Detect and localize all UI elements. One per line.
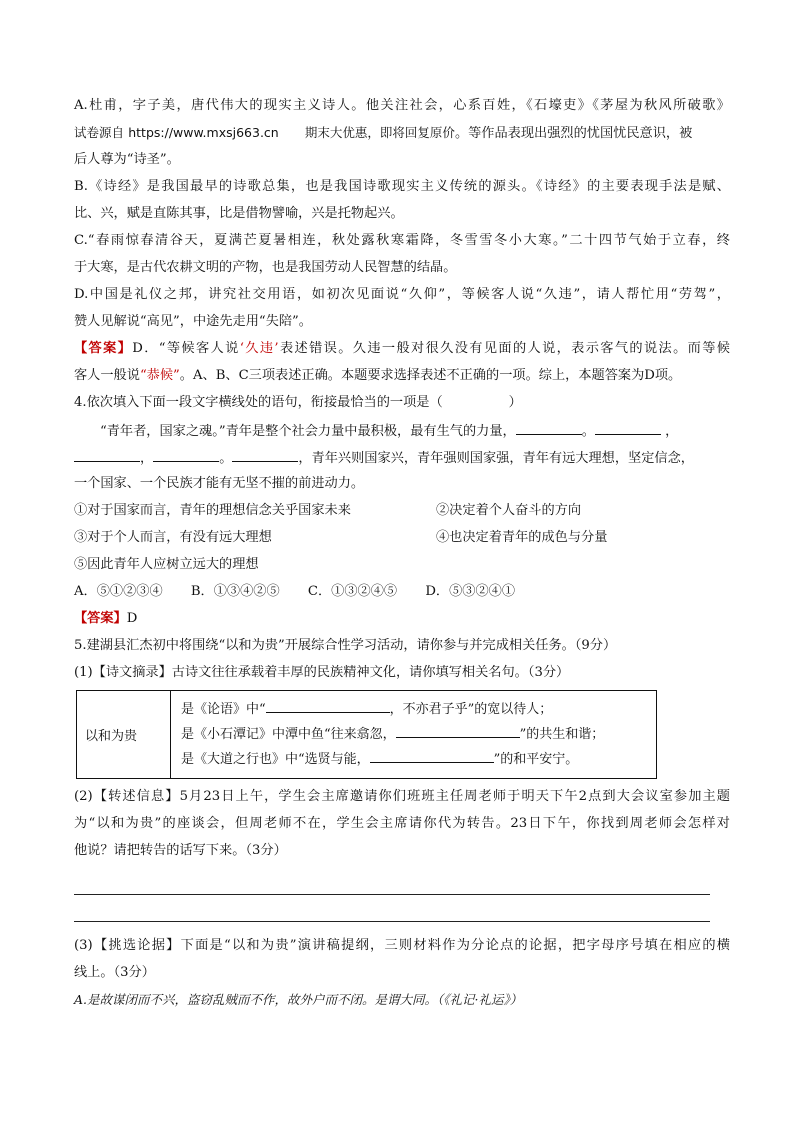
q4-sentence-2: ②决定着个人奋斗的方向: [436, 503, 582, 518]
q4-choice-c[interactable]: C．①③②④⑤: [307, 584, 398, 599]
q5-stem: 5.建湖县汇杰初中将围绕“以和为贵”开展综合性学习活动，请你参与并完成相关任务。（9分）: [74, 638, 617, 653]
watermark-url[interactable]: https://www.mxsj663.cn: [128, 125, 279, 140]
answer-tag: 【答案】: [74, 341, 133, 356]
fill-blank[interactable]: [516, 420, 582, 435]
q3-answer-line: [74, 366, 730, 385]
answer-text: D．“等候客人说: [132, 341, 240, 356]
answer-writing-line[interactable]: [74, 868, 710, 895]
option-d-line: D.中国是礼仪之邦，讲究社交用语，如初次见面说“久仰”，等候客人说“久违”，请人帮忙用“劳驾”，: [74, 287, 730, 302]
answer-text: D: [126, 611, 138, 626]
answer-highlight: “恭候”: [139, 368, 180, 383]
q4-stem: 4.依次填入下面一段文字横线处的语句，衔接最恰当的一项是（ ）: [74, 395, 522, 410]
answer-text: 客人一般说: [74, 368, 140, 383]
q5-sub2-line: (2)【转述信息】5月23日上午，学生会主席邀请你们班班主任周老师于明天下午2点到大会议室参加主题: [74, 789, 730, 804]
q4-options-row: [74, 528, 730, 547]
table-body: [171, 691, 657, 779]
poem-text: ”的和平安宁。: [493, 752, 579, 767]
q4-passage-text: 。: [581, 424, 595, 439]
poem-row: [181, 722, 646, 747]
fill-blank[interactable]: [595, 420, 661, 435]
q4-sentence-4: ④也决定着青年的成色与分量: [436, 530, 608, 545]
q4-sentence-5: ⑤因此青年人应树立远大的理想: [74, 557, 259, 572]
option-c-line: 于大寒，是古代农耕文明的产物，也是我国劳动人民智慧的结晶。: [74, 260, 457, 275]
q5-sub3-line: (3)【挑选论据】下面是“以和为贵”演讲稿提纲，三则材料作为分论点的论据，把字母序号填在相应的横: [74, 938, 730, 953]
q4-passage-text: 。: [219, 451, 233, 466]
table-heading: 以和为贵: [77, 691, 171, 779]
fill-blank[interactable]: [370, 748, 494, 763]
fill-blank[interactable]: [396, 723, 520, 738]
q4-choice-b[interactable]: B．①③④②⑤: [190, 584, 280, 599]
q4-passage-text: ，: [140, 451, 154, 466]
answer-text: 表述错误。久违一般对很久没有见面的人说，表示客气的说法。而等候: [278, 341, 730, 356]
q4-answer-line: [74, 609, 730, 628]
exam-page: [74, 96, 730, 1017]
answer-writing-line[interactable]: [74, 895, 710, 922]
q5-sub2-line: 他说？请把转告的话写下来。（3分）: [74, 843, 287, 858]
fill-blank[interactable]: [232, 447, 298, 462]
q5-sub2-line: 为“以和为贵”的座谈会，但周老师不在，学生会主席请你代为转告。23日下午，你找到周老师会怎样对: [74, 816, 730, 831]
q5-sub3-line: 线上。（3分）: [74, 965, 155, 980]
q4-passage-line: [74, 420, 730, 439]
poem-text: ，不亦君子乎”的宽以待人；: [389, 702, 553, 717]
q4-passage-line: [74, 447, 730, 466]
q4-sentence-1: ①对于国家而言，青年的理想信念关乎国家未来: [74, 503, 351, 518]
q4-choice-d[interactable]: D．⑤③②④①: [425, 584, 516, 599]
poem-text: 是《大道之行也》中“选贤与能，: [181, 752, 370, 767]
option-a-line-with-watermark: [74, 123, 730, 142]
option-c-line: C.“春雨惊春清谷天，夏满芒夏暑相连，秋处露秋寒霜降，冬雪雪冬小大寒。”二十四节气始于立春，终: [74, 233, 730, 248]
q4-passage-line: 一个国家、一个民族才能有无坚不摧的前进动力。: [74, 476, 365, 491]
option-a-text: 。等作品表现出强烈的忧国忧民意识，被: [454, 126, 693, 141]
watermark-source: 试卷源自: [74, 125, 125, 140]
poem-text: 是《论语》中“: [181, 702, 266, 717]
fill-blank[interactable]: [266, 698, 390, 713]
q4-choice-a[interactable]: A．⑤①②③④: [74, 584, 163, 599]
poem-text: ”的共生和谐；: [519, 727, 605, 742]
answer-text: 。A、B、C三项表述正确。本题要求选择表述不正确的一项。综上，本题答案为D项。: [179, 368, 682, 383]
option-a-line: A.杜甫，字子美，唐代伟大的现实主义诗人。他关注社会，心系百姓，《石壕吏》《茅屋为秋风所破歌》: [74, 98, 730, 113]
option-d-line: 赞人见解说“高见”，中途先走用“失陪”。: [74, 314, 312, 329]
option-b-line: 比、兴，赋是直陈其事，比是借物譬喻，兴是托物起兴。: [74, 206, 404, 221]
answer-tag: 【答案】: [74, 611, 127, 626]
q5-sub1: (1)【诗文摘录】古诗文往往承载着丰厚的民族精神文化，请你填写相关名句。（3分）: [74, 665, 570, 680]
q4-sentence-3: ③对于个人而言，有没有远大理想: [74, 530, 272, 545]
q4-passage-text: “青年者，国家之魂。”青年是整个社会力量中最积极，最有生气的力量，: [100, 424, 516, 439]
q5-material-a: A.是故谋闭而不兴，盗窃乱贼而不作，故外户而不闭。是谓大同。（《礼记·礼运》）: [74, 992, 523, 1007]
poem-row: [181, 697, 646, 722]
q3-answer-line: [74, 339, 730, 358]
option-a-line: 后人尊为“诗圣”。: [74, 152, 180, 167]
poem-text: 是《小石潭记》中潭中鱼“往来翕忽，: [181, 727, 396, 742]
fill-blank[interactable]: [74, 447, 140, 462]
poem-fill-table: [76, 690, 657, 779]
option-b-line: B.《诗经》是我国最早的诗歌总集，也是我国诗歌现实主义传统的源头。《诗经》的主要表现手法是赋、: [74, 179, 730, 194]
poem-row: [181, 747, 646, 772]
q4-passage-text: ，: [665, 424, 679, 439]
q4-passage-text: ，青年兴则国家兴，青年强则国家强，青年有远大理想，坚定信念，: [298, 451, 694, 466]
watermark-promo: 期末大优惠，即将回复原价: [304, 125, 455, 140]
answer-highlight: ‘久违’: [239, 341, 279, 356]
q4-choices: [74, 582, 730, 601]
q4-options-row: [74, 501, 730, 520]
fill-blank[interactable]: [153, 447, 219, 462]
